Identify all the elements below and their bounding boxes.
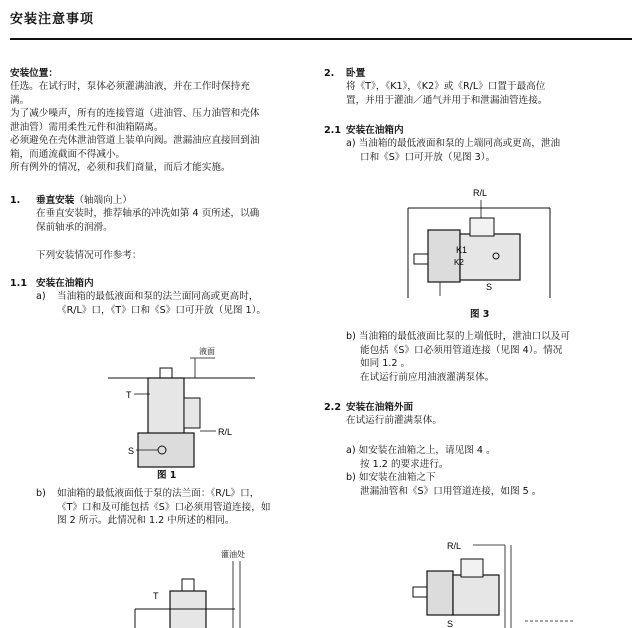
section-2-1-a-text [346, 137, 560, 164]
liquid-level-label: 液面 [199, 347, 215, 356]
title-rule [10, 38, 632, 40]
section-2-1-b-line: 能包括《S》口必须用管道连接（见图 4）。情况 [360, 344, 563, 356]
section-2-line: 将《T》，《K1》，《K2》或《R/L》口置于最高位 [346, 81, 546, 92]
section-2-1-b-line: 在试运行前应用油液灌满泵体。 [360, 371, 495, 383]
rl-port-block [461, 559, 483, 577]
k2-port-label: K2 [454, 258, 464, 267]
section-2-2-line: 在试运行前灌满泵体。 [346, 415, 442, 426]
pump-shaft [413, 587, 427, 597]
pump-flange [428, 230, 460, 282]
k1-port-label: K1 [456, 245, 468, 255]
rl-port-block [470, 218, 494, 236]
figure-2-vertical-pump-piped [125, 545, 275, 628]
position-line: 必须避免在壳体泄油管道上装单向阀。泄漏油应直接回到油 [10, 135, 260, 146]
section-1-1-b-text [57, 487, 270, 528]
pump-flange [427, 571, 453, 615]
figure-1-vertical-pump [100, 338, 270, 476]
section-1-heading [36, 194, 132, 208]
figure-3-horizontal-pump [400, 180, 560, 320]
section-2-text [346, 80, 547, 107]
section-1-1-b-line: 《T》口和及可能包括《S》口必须用管道连接，如 [57, 501, 271, 513]
position-text [10, 80, 259, 175]
section-1-1-a-text [57, 290, 266, 317]
section-2-1-number: 2.1 [324, 125, 341, 136]
section-1-1-number: 1.1 [10, 278, 27, 289]
section-1-text [36, 207, 259, 234]
section-1-1-b-line: 如油箱的最低液面低于泵的法兰面：《R/L》口， [57, 488, 260, 499]
position-line: 任选。在试行时，泵体必须灌满油液，并在工作时保持充 [10, 81, 250, 92]
position-line: 泄油管）需用柔性元件和油箱隔离。 [10, 121, 164, 133]
section-2-2-item: 泄漏油管和《S》口用管道连接，如图 5 。 [360, 485, 542, 497]
pump-body [460, 234, 520, 280]
position-line: 所有例外的情况，必须和我们商量，而后才能实施。 [10, 162, 231, 173]
section-2-title: 卧置 [346, 68, 366, 79]
page-title: 安装注意事项 [10, 12, 95, 27]
section-2-2-number: 2.2 [324, 402, 341, 413]
position-line: 箱，而通流截面不得减小。 [10, 148, 126, 160]
section-2-1-a-line: 口和《S》口可开放（见图 3）。 [360, 151, 496, 163]
section-2-2-item: 按 1.2 的要求进行。 [360, 458, 449, 470]
s-port-label: S [128, 446, 135, 456]
pump-shaft [182, 579, 194, 591]
position-line: 满。 [10, 94, 30, 106]
pump-port-block [184, 398, 200, 428]
section-1-line: 在垂直安装时，推荐轴承的冲洗如第 4 页所述，以确 [36, 208, 260, 219]
figure-4-horizontal-pump-outside [405, 535, 585, 628]
section-1-1-title: 安装在油箱内 [36, 278, 94, 289]
item-b-marker: b) [36, 488, 46, 499]
section-2-2-item: b) 如安装在油箱之下 [346, 472, 436, 483]
section-2-2-items [346, 444, 541, 498]
rl-port-label: R/L [473, 188, 488, 198]
s-port-label: S [486, 282, 493, 292]
fill-point-label: 灌油处 [221, 550, 245, 559]
section-2-2-title: 安装在油箱外面 [346, 402, 414, 413]
figure-3-caption: 图 3 [470, 309, 490, 320]
section-2-1-b-line: 如同 1.2 。 [360, 358, 411, 369]
item-a-marker: a) [36, 291, 46, 302]
section-1-title-note: （轴端向上） [74, 195, 132, 206]
section-2-1-a-line: a) 当油箱的最低液面和泵的上端同高或更高，泄油 [346, 138, 561, 149]
section-2-1-b-line: b) 当油箱的最低液面比泵的上端低时，泄油口以及可 [346, 331, 570, 342]
t-port-label: T [126, 390, 132, 400]
section-1-number: 1. [10, 195, 21, 206]
section-2-1-title: 安装在油箱内 [346, 125, 404, 136]
t-port-label: T [153, 591, 159, 601]
section-1-1-b-line: 图 2 所示。此情况和 1.2 中所述的相同。 [57, 515, 235, 526]
section-1-title: 垂直安装 [36, 195, 75, 206]
s-port-label: S [447, 619, 454, 628]
pump-shaft [414, 254, 428, 264]
position-line: 为了减少噪声，所有的连接管道（进油管、压力油管和壳体 [10, 108, 260, 119]
section-2-line: 置，并用于灌油／通气并用于和泄漏油管连接。 [346, 94, 548, 106]
position-heading: 安装位置： [10, 68, 58, 79]
section-2-number: 2. [324, 68, 335, 79]
rl-port-label: R/L [218, 427, 233, 437]
section-2-2-item: a) 如安装在油箱之上，请见图 4 。 [346, 445, 496, 456]
section-1-line: 保前轴承的润滑。 [36, 221, 113, 233]
section-2-1-b-text [346, 330, 570, 384]
figure-1-caption: 图 1 [157, 470, 177, 481]
pump-body [453, 575, 499, 615]
section-1-1-a-line: 《R/L》口，《T》口和《S》口可开放（见图 1）。 [57, 304, 267, 316]
section-1-reference: 下列安装情况可作参考： [36, 250, 142, 261]
rl-port-label: R/L [447, 541, 462, 551]
section-1-1-a-line: 当油箱的最低液面和泵的法兰面同高或更高时， [57, 291, 259, 302]
